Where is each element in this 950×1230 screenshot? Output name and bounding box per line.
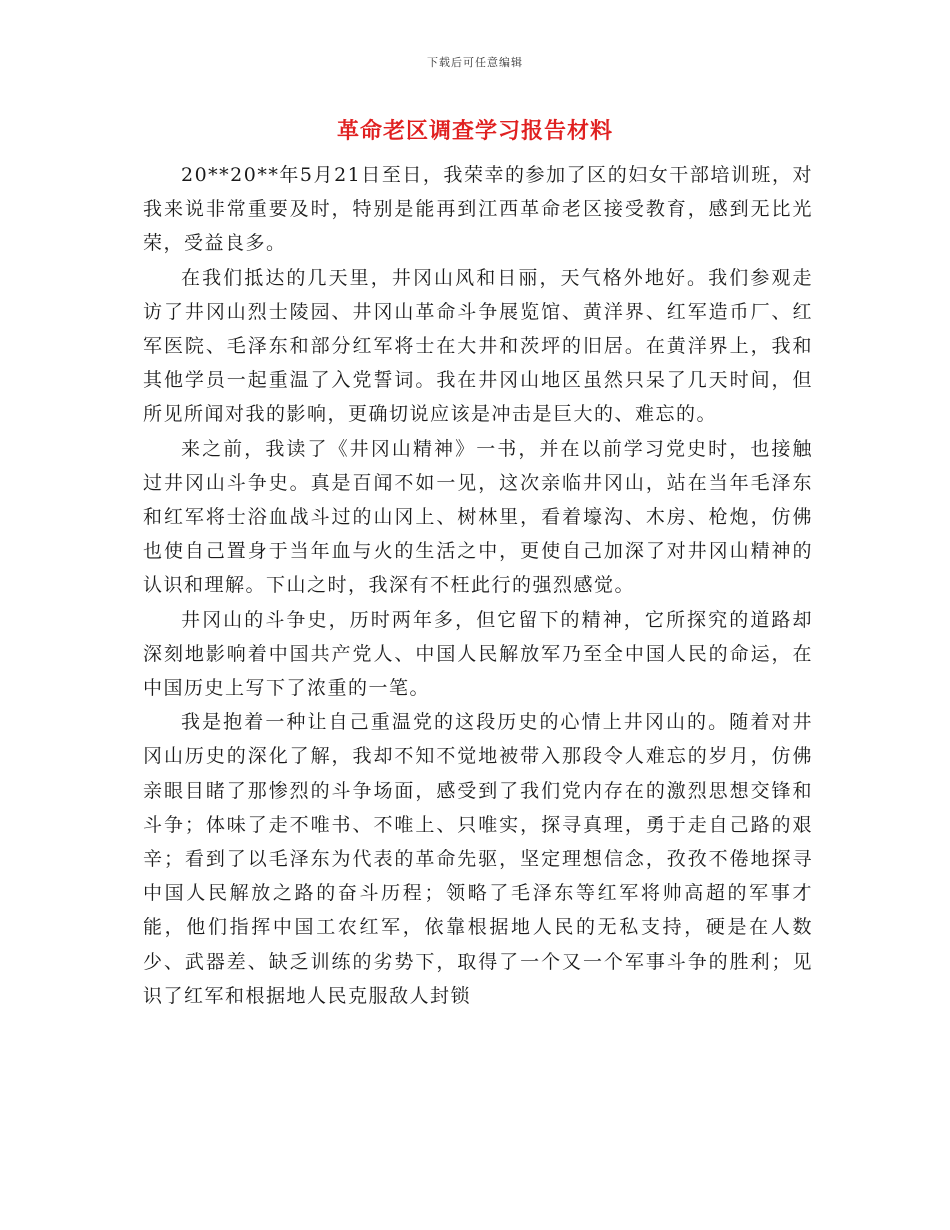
paragraph-3: 来之前，我读了《井冈山精神》一书，并在以前学习党史时，也接触过井冈山斗争史。真是百闻不如一见，这次亲临井冈山，站在当年毛泽东和红军将士浴血战斗过的山冈上、树林里，看着壕沟、木房、枪炮，仿佛也使自己置身于当年血与火的生活之中，更使自己加深了对井冈山精神的认识和理解。下山之时，我深有不枉此行的强烈感觉。 [143,437,813,597]
paragraph-4: 井冈山的斗争史，历时两年多，但它留下的精神，它所探究的道路却深刻地影响着中国共产党人、中国人民解放军乃至全中国人民的命运，在中国历史上写下了浓重的一笔。 [143,608,813,700]
paragraph-5: 我是抱着一种让自己重温党的这段历史的心情上井冈山的。随着对井冈山历史的深化了解，我却不知不觉地被带入那段令人难忘的岁月，仿佛亲眼目睹了那惨烈的斗争场面，感受到了我们党内存在的激烈思想交锋和斗争；体味了走不唯书、不唯上、只唯实，探寻真理，勇于走自己路的艰辛；看到了以毛泽东为代表的革命先驱，坚定理想信念，孜孜不倦地探寻中国人民解放之路的奋斗历程；领略了毛泽东等红军将帅高超的军事才能，他们指挥中国工农红军，依靠根据地人民的无私支持，硬是在人数少、武器差、缺乏训练的劣势下，取得了一个又一个军事斗争的胜利；见识了红军和根据地人民克服敌人封锁 [143,711,813,1007]
document-body [143,158,813,1013]
paragraph-2: 在我们抵达的几天里，井冈山风和日丽，天气格外地好。我们参观走访了井冈山烈士陵园、井冈山革命斗争展览馆、黄洋界、红军造币厂、红军医院、毛泽东和部分红军将士在大井和茨坪的旧居。在黄洋界上，我和其他学员一起重温了入党誓词。我在井冈山地区虽然只呆了几天时间，但所见所闻对我的影响，更确切说应该是冲击是巨大的、难忘的。 [143,266,813,426]
document-title: 革命老区调查学习报告材料 [336,119,613,144]
paragraph-1: 20**20**年5月21日至日，我荣幸的参加了区的妇女干部培训班，对我来说非常重要及时，特别是能再到江西革命老区接受教育，感到无比光荣，受益良多。 [143,164,813,255]
header-note: 下载后可任意编辑 [427,56,523,69]
